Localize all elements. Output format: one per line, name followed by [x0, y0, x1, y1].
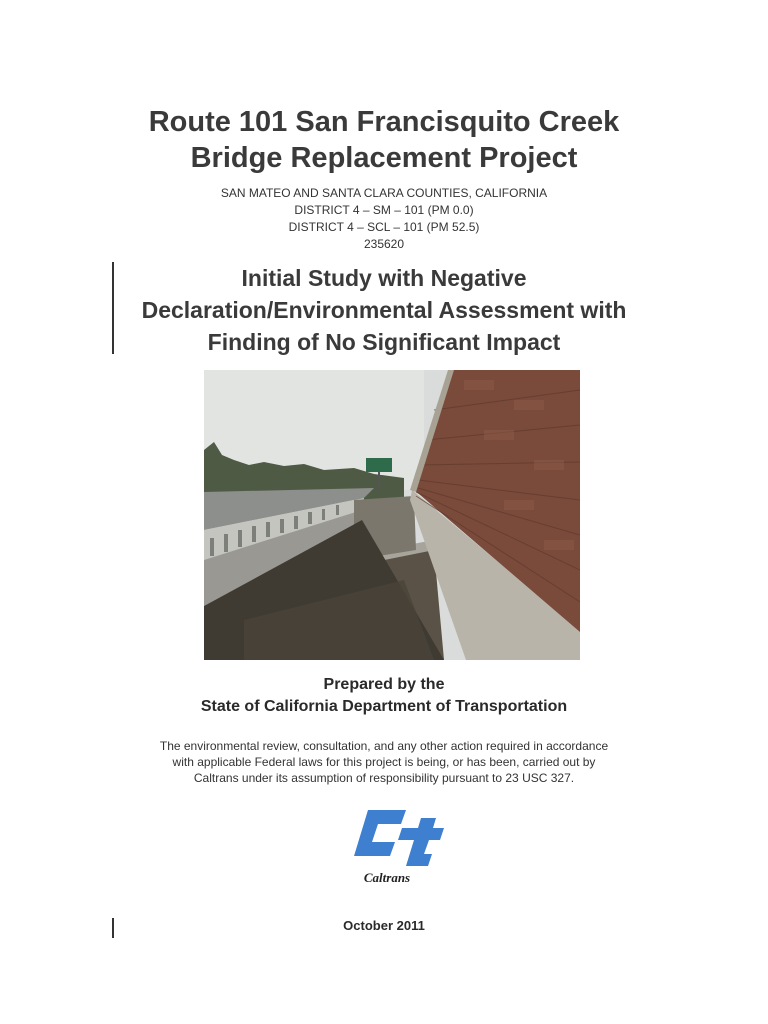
statement-line-2: with applicable Federal laws for this project is being, or has been, carried out by [172, 755, 596, 769]
study-title [0, 262, 768, 358]
caltrans-wordmark: Caltrans [363, 870, 411, 885]
study-line-3: Finding of No Significant Impact [207, 329, 561, 355]
study-line-2: Declaration/Environmental Assessment with [141, 297, 627, 323]
district-sm-line: DISTRICT 4 – SM – 101 (PM 0.0) [294, 203, 474, 217]
prepared-line-1: Prepared by the [323, 676, 445, 693]
document-title [0, 104, 768, 176]
title-line-2: Bridge Replacement Project [190, 142, 578, 174]
title-line-1: Route 101 San Francisquito Creek [148, 106, 620, 138]
counties-line: SAN MATEO AND SANTA CLARA COUNTIES, CALIFORNIA [220, 186, 548, 200]
district-scl-line: DISTRICT 4 – SCL – 101 (PM 52.5) [288, 220, 480, 234]
study-line-1: Initial Study with Negative [241, 265, 527, 291]
statement-line-1: The environmental review, consultation, and any other action required in accordance [159, 739, 609, 753]
location-info [0, 185, 768, 253]
responsibility-statement [0, 738, 768, 786]
publication-date: October 2011 [343, 918, 425, 933]
project-number: 235620 [363, 237, 405, 251]
caltrans-ct-icon [346, 806, 446, 868]
prepared-line-2: State of California Department of Transportation [200, 698, 568, 715]
bridge-photo [204, 370, 580, 660]
prepared-by [0, 674, 768, 718]
statement-line-3: Caltrans under its assumption of responsibility pursuant to 23 USC 327. [193, 771, 575, 785]
